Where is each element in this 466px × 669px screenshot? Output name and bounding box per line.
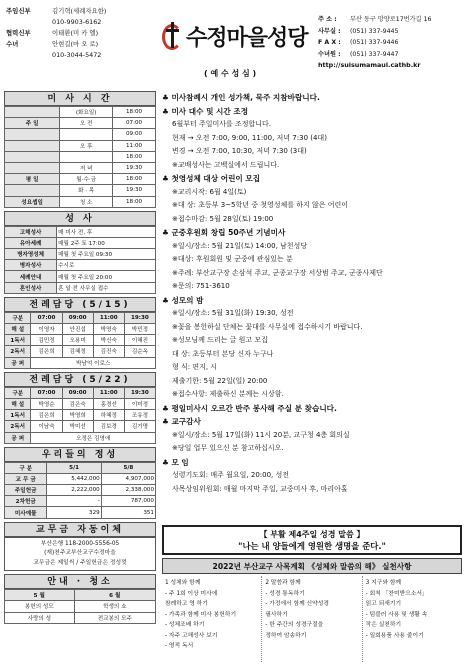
table-cell: 조유정 — [124, 410, 155, 421]
table-cell: 화 · 목 — [60, 185, 113, 196]
table-cell: 박영순 — [31, 398, 62, 409]
table-row — [5, 346, 156, 357]
table-header-cell: 11:00 — [93, 387, 124, 398]
table-cell: 매월 2주 토 17:00 — [57, 237, 156, 248]
transfer-line: (재)천주교부산교구수정마을 — [44, 550, 116, 557]
table-cell: 고해성사 — [5, 226, 57, 237]
contact-key: 주 소 : — [318, 16, 337, 23]
contact-key: F A X : — [318, 39, 341, 46]
table-cell: 김민정 — [31, 335, 62, 346]
church-url[interactable]: http://suisumamaul.cathb.kr — [318, 61, 421, 69]
table-cell: 2,222,000 — [47, 485, 101, 496]
notice-title: ♣ 교구감사 — [162, 417, 201, 426]
transfer-section — [4, 522, 156, 572]
contact-value: (051) 337-9445 — [350, 27, 399, 35]
table-cell: 병자영성체 — [5, 249, 57, 260]
pastoral-plan-columns — [162, 576, 462, 662]
table-cell: 박남억 이로스 — [31, 357, 156, 368]
pastoral-line: - 텀블러 사용 및 생활 속 — [365, 611, 428, 618]
table-row — [5, 473, 156, 484]
table-header-cell: 5 월 — [5, 590, 75, 601]
notice-line: ※대상: 후원회원 및 군중에 관심있는 분 — [172, 255, 293, 263]
section-title: 교무금 자동이체 — [4, 522, 156, 537]
table-cell: 오 전 — [60, 118, 113, 129]
contact-key: 수녀 — [6, 40, 19, 48]
notice-line: ※일시/장소: 5월 17일(화) 11시 20분, 교구청 4층 회의실 — [172, 430, 350, 439]
table-row — [5, 271, 156, 282]
table-row — [5, 107, 156, 118]
notice-list — [162, 91, 462, 496]
table-cell — [60, 151, 113, 162]
pastoral-line: - 성체조배 하기 — [165, 622, 205, 628]
notice-line: ※당일 업무 있으신 분 참고하십시오. — [172, 444, 284, 452]
table-cell — [5, 162, 60, 173]
table-cell — [5, 140, 60, 151]
table-cell: - — [47, 496, 101, 507]
table-cell: 주 일 — [5, 118, 60, 129]
notice-title: ♣ 미사참례시 개인 성가책, 묵주 지참바랍니다. — [162, 93, 320, 102]
altar-table-1 — [4, 312, 156, 369]
table-cell: 해 설 — [5, 324, 31, 335]
table-cell: 공 퍼 — [5, 357, 31, 368]
notice-line: ※일시/장소: 5월 21일(토) 14:00, 남천성당 — [172, 241, 308, 250]
table-cell: 18:00 — [113, 196, 156, 207]
table-row — [5, 118, 156, 129]
table-row — [5, 196, 156, 207]
table-row — [5, 324, 156, 335]
table-header-cell: 구분 — [5, 387, 31, 398]
table-row — [5, 282, 156, 293]
table-row — [5, 432, 156, 443]
table-cell: 교 무 금 — [5, 473, 47, 484]
table-header-row — [5, 312, 156, 323]
table-row — [5, 185, 156, 196]
table-cell: 07:00 — [113, 118, 156, 129]
table-cell: 오용미 — [62, 335, 93, 346]
notice-line: ※접수마감: 5월 28일(토) 19:00 — [172, 214, 274, 223]
table-cell: 09:00 — [113, 129, 156, 140]
church-name: 수정마을성당 — [186, 25, 308, 51]
church-subtitle: ( 예 수 성 심 ) — [204, 69, 257, 78]
church-logo-icon — [162, 20, 182, 52]
contact-value: 안현길(마 오 로) — [52, 40, 99, 48]
table-row — [5, 485, 156, 496]
table-cell: 매 미사 전, 후 — [57, 226, 156, 237]
table-row — [5, 162, 156, 173]
table-header-cell: 09:00 — [62, 387, 93, 398]
pastoral-column — [162, 576, 262, 662]
mass-times-table — [4, 106, 156, 208]
notices — [162, 91, 462, 496]
notice-line: ※문의: 751-3610 — [172, 282, 230, 290]
table-row — [5, 601, 156, 612]
pastoral-line: 3 지구와 함께 — [365, 580, 402, 586]
table-row — [5, 151, 156, 162]
table-cell: 해 설 — [5, 398, 31, 409]
table-cell: 저 녁 — [60, 162, 113, 173]
banner-verse: "나는 내 양들에게 영원한 생명을 준다." — [238, 541, 386, 551]
notice-line: ※성모님께 드리는 글 원고 모집 — [172, 336, 268, 344]
table-cell: 1독서 — [5, 335, 31, 346]
table-cell: 세례안내 — [5, 271, 57, 282]
table-header-cell: 구분 — [5, 312, 31, 323]
contact-value: 부산 동구 망양로17번가길 16 — [350, 16, 432, 23]
table-cell: 김순옥 — [124, 346, 155, 357]
table-cell: 평 일 — [5, 174, 60, 185]
table-cell: 하혜정 — [93, 410, 124, 421]
table-cell — [5, 107, 60, 118]
table-cell — [5, 129, 60, 140]
table-cell: 유아세례 — [5, 237, 57, 248]
notice-title: ♣ 평일미사시 오르간 반주 봉사해 주실 분 찾습니다. — [162, 403, 337, 413]
notice-line: ※주례: 부산교구장 손삼석 주교, 군종교구장 서상범 주교, 군종사제단 — [172, 268, 383, 277]
pastoral-line: - 성경 통독하기 — [265, 590, 305, 597]
notice-title: ♣ 모 임 — [162, 457, 189, 467]
table-cell: 2독서 — [5, 421, 31, 432]
transfer-info — [4, 537, 156, 572]
contact-key — [6, 50, 50, 61]
pastoral-line: - 가족과 함께 미사 봉헌하기 — [165, 611, 237, 618]
table-cell: 19:30 — [113, 162, 156, 173]
altar-service-1 — [4, 297, 156, 369]
church-contacts — [318, 14, 460, 72]
pastoral-column — [262, 576, 362, 662]
table-cell: 오 후 — [60, 140, 113, 151]
notice-title: ♣ 군중후원회 창립 50주년 기념미사 — [162, 228, 286, 237]
table-row — [5, 226, 156, 237]
table-cell: 주일헌금 — [5, 485, 47, 496]
table-cell: 18:00 — [113, 107, 156, 118]
table-cell: 매월 첫 주요일 20:00 — [57, 271, 156, 282]
table-cell: 매월 첫 주요일 09:30 — [57, 249, 156, 260]
table-cell: 11:00 — [113, 140, 156, 151]
table-row — [5, 129, 156, 140]
table-row — [5, 237, 156, 248]
table-cell: 18:00 — [113, 151, 156, 162]
section-title: 성 사 — [4, 211, 156, 226]
pastoral-plan-title: 2022년 부산교구 사목계획 《성체와 말씀의 해》 실천사항 — [162, 558, 462, 574]
table-header-row — [5, 462, 156, 473]
pastoral-line: 2 말씀과 함께 — [265, 580, 301, 586]
table-cell: 수시로 — [57, 260, 156, 271]
table-row — [5, 612, 156, 623]
table-cell: 혼 일 전 사무실 접수 — [57, 282, 156, 293]
pastoral-line: - 가정에서 함께 신약성경 — [265, 601, 329, 607]
table-header-cell: 6 월 — [74, 590, 155, 601]
contact-value: (051) 337-9446 — [350, 39, 399, 46]
pastoral-line: - 일회용품 사용 줄이기 — [365, 632, 424, 639]
contact-key: 수녀원 : — [318, 50, 341, 58]
pastoral-line: 1 성체와 함께 — [165, 580, 201, 586]
notice-title: ♣ 성모의 밤 — [162, 295, 204, 305]
table-header-cell: 19:30 — [124, 387, 155, 398]
section-title: 안내 · 청소 — [4, 574, 156, 589]
table-row — [5, 398, 156, 409]
left-column — [4, 91, 156, 627]
table-row — [5, 140, 156, 151]
banner-title: 【 부활 제4주일 성경 말씀 】 — [259, 530, 365, 539]
guide-table — [4, 589, 156, 624]
guide-section — [4, 574, 156, 624]
table-cell: 1독서 — [5, 410, 31, 421]
table-cell: 봉헌의 성모 — [5, 601, 75, 612]
table-cell: 김은희 — [31, 410, 62, 421]
table-cell: 이영자 — [31, 324, 62, 335]
notice-line: 6월부터 주일미사를 조정합니다. — [172, 120, 272, 128]
table-row — [5, 421, 156, 432]
contact-key: 협력신부 — [6, 29, 31, 37]
table-row — [5, 496, 156, 507]
contact-value: 010-3044-5472 — [52, 51, 102, 59]
notice-line: 대 상: 초등부터 본당 신자 누구나 — [172, 349, 274, 358]
table-header-cell: 09:00 — [62, 312, 93, 323]
table-cell: 18:00 — [113, 174, 156, 185]
section-title: 우리들의 정성 — [4, 447, 156, 462]
notice-line: 성령기도회: 매주 월요일, 20:00, 성전 — [172, 471, 290, 479]
pastoral-line: - 회칙 「찬미받으소서」 — [365, 590, 428, 597]
table-cell: 박영희 — [62, 410, 93, 421]
table-row — [5, 335, 156, 346]
section-title: 전례담당 (5/22) — [4, 372, 156, 387]
table-cell: 2독서 — [5, 346, 31, 357]
notice-line: ※교리시작: 6월 4일(토) — [172, 187, 247, 196]
table-cell: 전교봉의 모주 — [74, 612, 155, 623]
notice-line: ※접수사항: 제출하신 분께는 시상함. — [172, 390, 284, 398]
table-cell: 혼인성사 — [5, 282, 57, 293]
table-cell: 787,000 — [101, 496, 155, 507]
table-header-cell: 11:00 — [93, 312, 124, 323]
table-cell: 2,338,000 — [101, 485, 155, 496]
pastoral-line: - 주 1회 이상 미사에 — [165, 590, 218, 597]
pastoral-column — [363, 576, 462, 662]
table-cell: 박미선 — [62, 421, 93, 432]
contact-key: 사무실 : — [318, 27, 341, 35]
table-cell: 홍경선 — [93, 398, 124, 409]
table-cell: 청 소 — [60, 196, 113, 207]
table-row — [5, 249, 156, 260]
table-cell: 사랑의 성 — [5, 612, 75, 623]
table-cell: 안진섭 — [62, 324, 93, 335]
table-cell: 4,907,000 — [101, 473, 155, 484]
table-cell: 박신숙 — [93, 335, 124, 346]
table-cell: 이미정 — [124, 398, 155, 409]
pastoral-line: 읽고 되새기기 — [365, 601, 402, 607]
table-cell: 이남숙 — [31, 421, 62, 432]
pastoral-line: 작은 실천하기 — [365, 622, 402, 628]
pastoral-line: - 영적 독서 — [165, 643, 194, 649]
notice-line: 사목상임위원회: 매월 마지막 주일, 교중미사 후, 마리아홀 — [172, 484, 348, 493]
notice-title: ♣ 미사 대수 및 시간 조정 — [162, 106, 249, 116]
table-cell: 미사예물 — [5, 507, 47, 518]
table-cell: 김진숙 — [93, 346, 124, 357]
table-cell: 김은희 — [31, 346, 62, 357]
table-cell: 이혜진 — [124, 335, 155, 346]
table-header-cell: 구 분 — [5, 462, 47, 473]
pastoral-line: 필사하기 — [265, 611, 288, 618]
contact-value: 이태환(미 카 엘) — [52, 29, 99, 37]
table-cell: 월·수·금 — [60, 174, 113, 185]
table-header-cell: 5/1 — [47, 462, 101, 473]
table-header-row — [5, 590, 156, 601]
table-row — [5, 507, 156, 518]
table-cell: 박민정 — [124, 324, 155, 335]
mass-times-section — [4, 91, 156, 208]
table-row — [5, 357, 156, 368]
pastoral-line: - 한 주간의 성경구절을 — [265, 622, 324, 628]
contact-value: 010-9903-6162 — [52, 18, 102, 26]
offering-table — [4, 462, 156, 519]
table-cell: 학생의 쇼 — [74, 601, 155, 612]
notice-line: ※교배성사는 고백실에서 드립니다. — [172, 160, 280, 169]
header — [4, 4, 462, 86]
table-cell: 19:30 — [113, 185, 156, 196]
contact-key — [6, 17, 50, 28]
church-title — [162, 16, 312, 56]
sacraments-section — [4, 211, 156, 294]
bulletin-page — [4, 4, 462, 665]
altar-service-2 — [4, 372, 156, 444]
table-cell: 김기명 — [124, 421, 155, 432]
gospel-banner — [162, 525, 462, 555]
contact-value: 김기혁(세례자요한) — [52, 7, 107, 15]
table-header-row — [5, 387, 156, 398]
table-cell: 박영숙 — [93, 324, 124, 335]
altar-table-2 — [4, 387, 156, 444]
table-cell: 공 퍼 — [5, 432, 31, 443]
table-cell — [5, 185, 60, 196]
table-cell: 김은숙 — [62, 398, 93, 409]
notice-line: 변경 → 오전 7:00, 10:30, 저녁 7:30 (3대) — [172, 147, 307, 155]
notice-line: 현재 → 오전 7:00, 9:00, 11:00, 저녁 7:30 (4대) — [172, 133, 327, 142]
table-cell: 351 — [101, 507, 155, 518]
pastoral-line: 참례하고 영 하기 — [165, 601, 208, 607]
table-cell — [60, 129, 113, 140]
notice-line: ※꽃을 봉헌하실 단체는 꽃대를 사무실에 접수하시기 바랍니다. — [172, 322, 363, 331]
table-cell — [5, 151, 60, 162]
table-header-cell: 5/8 — [101, 462, 155, 473]
contact-value: (051) 337-9447 — [350, 50, 399, 58]
table-row — [5, 260, 156, 271]
section-title: 미 사 시 간 — [4, 91, 156, 106]
clergy-contacts — [6, 6, 156, 61]
notice-line: ※일시/장소: 5월 31일(화) 19:30, 성전 — [172, 309, 294, 317]
notice-line: 제출기한: 5월 22일(일) 20:00 — [172, 376, 268, 385]
table-cell: 김보경 — [93, 421, 124, 432]
notice-line: ※대 상: 초등부 3~5학년 중 첫영성체를 하지 않은 어린이 — [172, 201, 349, 209]
table-cell: 5,442,000 — [47, 473, 101, 484]
table-cell: (화요일) — [60, 107, 113, 118]
sacraments-table — [4, 226, 156, 294]
table-cell: 329 — [47, 507, 101, 518]
table-header-cell: 07:00 — [31, 387, 62, 398]
pastoral-line: 정하여 암송하기 — [265, 632, 307, 639]
notice-line: 형 식: 편지, 시 — [172, 363, 218, 371]
table-cell: 2차헌금 — [5, 496, 47, 507]
section-title: 전례담당 (5/15) — [4, 297, 156, 312]
table-cell: 김혜정 — [62, 346, 93, 357]
pastoral-line: - 자주 고해성사 보기 — [165, 632, 218, 639]
table-cell: 오정은 김영애 — [31, 432, 156, 443]
table-header-cell: 07:00 — [31, 312, 62, 323]
table-cell: 성요셉일 — [5, 196, 60, 207]
table-row — [5, 174, 156, 185]
table-header-cell: 19:30 — [124, 312, 155, 323]
transfer-line: 교무금은 제일씩 / 주일헌금은 정성껏 — [33, 559, 127, 566]
notice-title: ♣ 첫영성체 대상 어린이 모집 — [162, 174, 261, 183]
table-row — [5, 410, 156, 421]
offering-section — [4, 447, 156, 519]
transfer-line: 부산은행 118-2000-5556-05 — [40, 540, 120, 547]
contact-key: 주임신부 — [6, 7, 31, 15]
table-cell: 병자성사 — [5, 260, 57, 271]
